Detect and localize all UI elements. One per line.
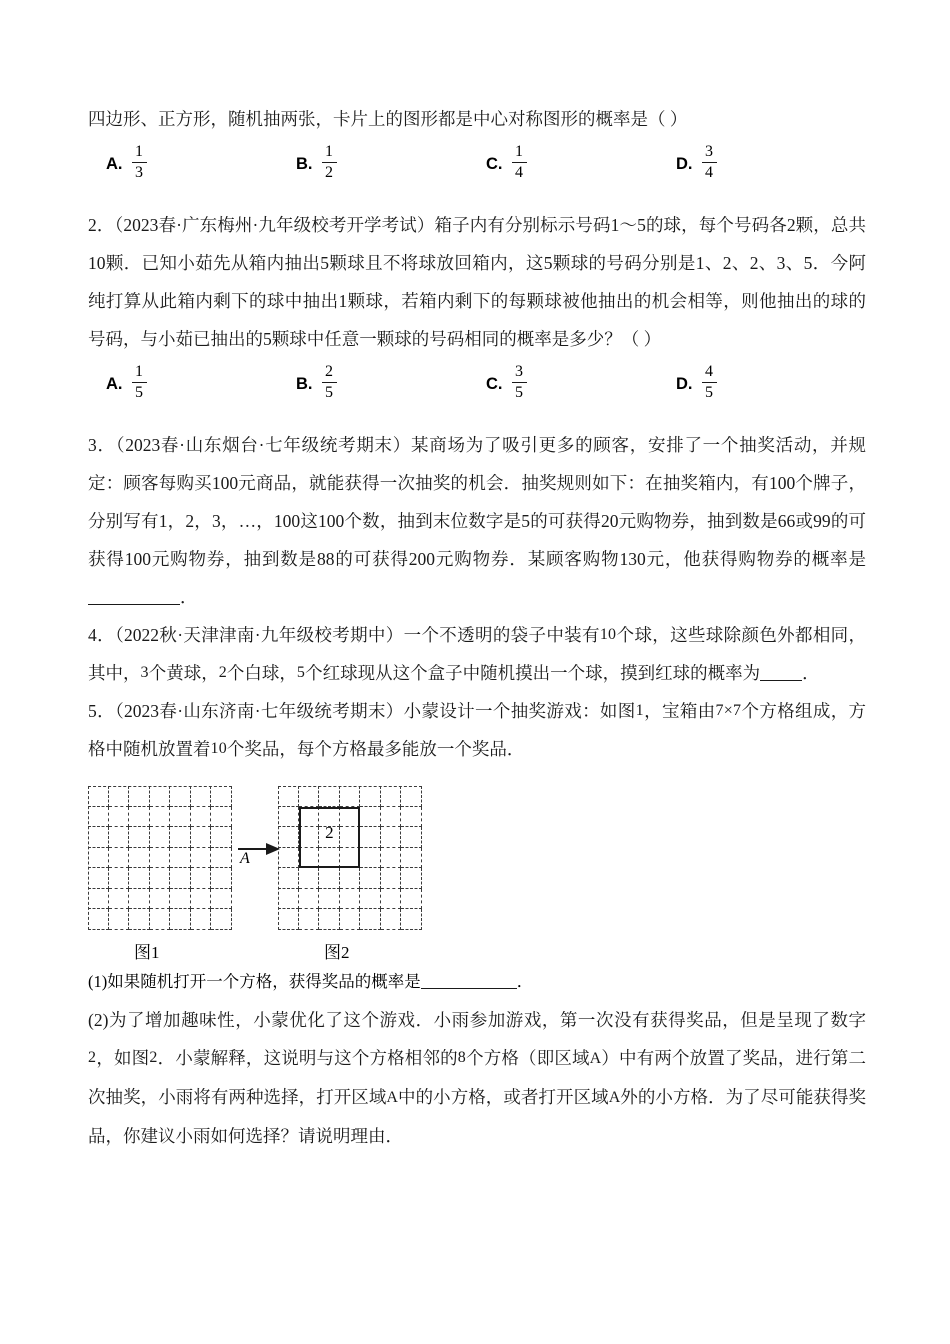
grid-cell (381, 909, 402, 930)
q1-option-c-fraction (512, 144, 527, 181)
question-2-options (88, 364, 866, 416)
grid-cell (340, 909, 361, 930)
grid-cell (129, 786, 150, 807)
arrow-pointer (238, 841, 282, 867)
q2-number: 2． (88, 215, 115, 235)
q3-source: （2023春·山东烟台·七年级统考期末） (115, 435, 412, 455)
q5-sub2-figure-ref: 2 (149, 1049, 158, 1066)
q2-option-b[interactable] (296, 364, 337, 401)
denominator: 5 (325, 383, 333, 401)
q1-option-b-label: B. (296, 155, 313, 174)
grid-cell (381, 889, 402, 910)
grid-cell (360, 807, 381, 828)
q5-sub2-region-label-2: A (386, 1089, 398, 1106)
grid-cell (381, 807, 402, 828)
grid-cell (211, 889, 232, 910)
q2-option-d-label: D. (676, 375, 693, 394)
grid-cell (88, 786, 109, 807)
q1-option-b[interactable] (296, 144, 337, 181)
grid-cell (278, 807, 299, 828)
page-content (88, 100, 866, 1155)
numerator: 1 (135, 143, 143, 160)
figure-1-caption: 图1 (134, 943, 160, 962)
question-4 (88, 616, 866, 692)
q5-sub1-text: 如果随机打开一个方格，获得奖品的概率是 (107, 972, 421, 991)
grid-cell (109, 868, 130, 889)
grid-cell (150, 848, 171, 869)
q4-red-balls: 5 (296, 664, 306, 681)
grid-cell (381, 848, 402, 869)
grid-cell (211, 868, 232, 889)
arrow-label-a: A (240, 850, 250, 867)
grid-cell (401, 868, 422, 889)
q2-option-c[interactable] (486, 364, 527, 401)
grid-cell (299, 868, 320, 889)
denominator: 4 (515, 163, 523, 181)
grid-cell (381, 827, 402, 848)
grid-cell (109, 909, 130, 930)
grid-cell (211, 848, 232, 869)
question-3 (88, 426, 866, 616)
question-1-options (88, 144, 866, 196)
question-5-sub-2 (88, 1001, 866, 1155)
q1-option-d[interactable] (676, 144, 717, 181)
grid-cell (150, 827, 171, 848)
grid-cell (88, 889, 109, 910)
grid-cell (170, 786, 191, 807)
numerator: 3 (705, 143, 713, 160)
figure-group (88, 778, 866, 963)
grid-cell (211, 786, 232, 807)
grid-cell (191, 868, 212, 889)
grid-cell (278, 786, 299, 807)
q4-source: （2022秋·天津津南·九年级校考期中） (114, 625, 404, 645)
q2-source: （2023春·广东梅州·九年级校考开学考试） (114, 215, 435, 235)
grid-cell (88, 807, 109, 828)
numerator: 1 (325, 143, 333, 160)
grid-cell (109, 786, 130, 807)
grid-cell (150, 909, 171, 930)
q5-sub2-shown-number: 2 (88, 1049, 97, 1066)
q5-sub2-adjacent-count: 8 (457, 1049, 466, 1066)
q5-seg4: 个奖品，每个方格最多能放一个奖品． (226, 739, 525, 759)
grid-cell (401, 807, 422, 828)
grid-cell (360, 848, 381, 869)
q4-answer-blank[interactable] (760, 663, 802, 681)
grid-cell (381, 786, 402, 807)
grid-cell (191, 909, 212, 930)
q5-sub2-text-g: 外的小方格．为了尽可能获得奖品，你建议小雨如何选择？请说明理由． (88, 1087, 867, 1146)
region-center-number: 2 (325, 822, 334, 842)
q4-total-balls: 10 (599, 626, 617, 643)
grid-cell (170, 868, 191, 889)
q4-number: 4． (88, 625, 115, 645)
grid-cell (401, 889, 422, 910)
q5-sub2-text-c: ．小蒙解释，这说明与这个方格相邻的 (157, 1048, 458, 1068)
grid-cell (401, 827, 422, 848)
grid-cell (109, 848, 130, 869)
q2-option-c-fraction (512, 364, 527, 401)
q5-sub2-text-f: 中的小方格，或者打开区域 (397, 1087, 609, 1107)
grid-cell (299, 909, 320, 930)
grid-cell (191, 827, 212, 848)
denominator: 5 (705, 383, 713, 401)
grid-cell (170, 909, 191, 930)
grid-cell (381, 868, 402, 889)
q5-prize-count: 10 (210, 740, 227, 757)
grid-cell (109, 827, 130, 848)
q1-option-b-fraction (322, 144, 337, 181)
q5-seg2: ，宝箱由 (643, 701, 716, 721)
grid-cell (150, 889, 171, 910)
q3-body: 某商场为了吸引更多的顾客，安排了一个抽奖活动，并规定：顾客每购买100元商品，就能获得一次抽奖的机会．抽奖规则如下：在抽奖箱内，有100个牌子，分别写有1，2，3，…，100这100个数，抽到末位数字是5的可获得20元购物券，抽到数是66或99的可获得100元购物券，抽到数是88的可获得200元购物券．某顾客购物130元，他获得购物券的概率是 (88, 435, 867, 569)
q2-option-a[interactable] (106, 364, 147, 401)
grid-cell (278, 889, 299, 910)
q1-option-a[interactable] (106, 144, 147, 181)
grid-cell (319, 868, 340, 889)
grid-cell (88, 827, 109, 848)
figure-2-caption: 图2 (324, 943, 350, 962)
grid-cell (150, 807, 171, 828)
q2-option-d[interactable] (676, 364, 717, 401)
denominator: 5 (515, 383, 523, 401)
grid-cell (360, 786, 381, 807)
grid-cell (340, 868, 361, 889)
grid-cell (170, 889, 191, 910)
q2-option-a-fraction (132, 364, 147, 401)
grid-cell (211, 909, 232, 930)
grid-cell (150, 868, 171, 889)
q2-option-b-fraction (322, 364, 337, 401)
q4-seg4: 个白球， (226, 663, 297, 683)
grid-cell (170, 848, 191, 869)
q1-option-d-fraction (702, 144, 717, 181)
grid-cell (340, 889, 361, 910)
question-5-sub-1 (88, 963, 866, 1001)
q5-sub1-answer-blank[interactable] (421, 972, 517, 989)
grid-cell (129, 889, 150, 910)
grid-cell (129, 827, 150, 848)
question-2 (88, 206, 866, 358)
grid-cell (360, 827, 381, 848)
q4-seg1: 一个不透明的袋子中装有 (403, 625, 600, 645)
q4-seg3: 个黄球， (148, 663, 219, 683)
figure-1-grid (88, 786, 232, 930)
q4-seg6: ． (802, 663, 820, 683)
grid-cell (278, 909, 299, 930)
q4-seg5: 个红球现从这个盒子中随机摸出一个球，摸到红球的概率为 (305, 663, 761, 683)
grid-cell (150, 786, 171, 807)
q2-option-d-fraction (702, 364, 717, 401)
numerator: 1 (135, 363, 143, 380)
q1-option-d-label: D. (676, 155, 693, 174)
denominator: 3 (135, 163, 143, 181)
grid-cell (191, 786, 212, 807)
figure-2-grid (278, 786, 422, 930)
q3-number: 3． (88, 435, 116, 455)
numerator: 1 (515, 143, 523, 160)
q5-sub1-prefix: (1) (88, 972, 108, 991)
grid-cell (109, 807, 130, 828)
numerator: 4 (705, 363, 713, 380)
grid-cell (401, 848, 422, 869)
q1-option-c[interactable] (486, 144, 527, 181)
denominator: 5 (135, 383, 143, 401)
grid-cell (299, 786, 320, 807)
denominator: 4 (705, 163, 713, 181)
region-a-outline (299, 807, 361, 869)
q5-source: （2023春·山东济南·七年级统考期末） (114, 701, 404, 721)
q2-option-c-label: C. (486, 375, 503, 394)
grid-cell (340, 786, 361, 807)
q5-sub2-text-b: ，如图 (96, 1048, 150, 1068)
q3-answer-blank[interactable] (88, 587, 180, 605)
question-1-stem: 四边形、正方形，随机抽两张，卡片上的图形都是中心对称图形的概率是（ ） (88, 109, 688, 129)
grid-cell (319, 786, 340, 807)
grid-cell (191, 807, 212, 828)
grid-cell (129, 848, 150, 869)
grid-cell (129, 807, 150, 828)
q5-sub2-text-e: ）中有两个放置了奖品，进行第二次抽奖，小雨将有两种选择，打开区域 (88, 1048, 867, 1107)
q2-body: 箱子内有分别标示号码1～5的球，每个号码各2颗，总共10颗．已知小茹先从箱内抽出5颗球且不将球放回箱内，这5颗球的号码分别是1、2、2、3、5．今阿纯打算从此箱内剩下的球中抽出1颗球，若箱内剩下的每颗球被他抽出的机会相等，则他抽出的球的号码，与小茹已抽出的5颗球中任意一颗球的号码相同的概率是多少？（ ） (88, 215, 867, 349)
q4-yellow-balls: 3 (140, 664, 149, 681)
grid-cell (88, 868, 109, 889)
q5-seg1: 小蒙设计一个抽奖游戏：如图 (403, 701, 636, 721)
q2-option-a-label: A. (106, 375, 123, 394)
grid-cell (299, 889, 320, 910)
q5-sub2-region-label-1: A (589, 1050, 602, 1067)
q2-option-b-label: B. (296, 375, 313, 394)
q5-sub2-text-a: 为了增加趣味性，小蒙优化了这个游戏．小雨参加游戏，第一次没有获得奖品，但是呈现了数字 (108, 1010, 866, 1030)
q5-number: 5． (88, 701, 115, 721)
q5-sub2-prefix: (2) (88, 1010, 109, 1030)
grid-cell (191, 889, 212, 910)
q5-figure-number: 1 (635, 702, 644, 719)
grid-cell (401, 909, 422, 930)
grid-cell (319, 909, 340, 930)
question-5 (88, 692, 866, 768)
q1-option-a-fraction (132, 144, 147, 181)
grid-cell (278, 868, 299, 889)
grid-cell (129, 909, 150, 930)
q5-sub2-region-label-3: A (608, 1089, 621, 1106)
grid-cell (109, 889, 130, 910)
q5-sub2-text-d: 个方格（即区域 (465, 1048, 590, 1068)
q4-white-balls: 2 (218, 664, 227, 681)
q4-seg2: 个球，这些球除颜色外都相同，其中， (88, 625, 867, 683)
grid-cell (360, 889, 381, 910)
numerator: 3 (515, 363, 523, 380)
numerator: 2 (325, 363, 333, 380)
grid-cell (360, 909, 381, 930)
q5-seg3: 个方格组成，方格中随机放置着 (88, 701, 867, 759)
grid-cell (88, 848, 109, 869)
grid-cell (191, 848, 212, 869)
grid-cell (129, 868, 150, 889)
grid-cell (170, 807, 191, 828)
grid-cell (211, 807, 232, 828)
q1-option-c-label: C. (486, 155, 503, 174)
grid-cell (319, 889, 340, 910)
grid-cell (360, 868, 381, 889)
denominator: 2 (325, 163, 333, 181)
q3-body-end: ． (180, 587, 198, 607)
grid-cell (211, 827, 232, 848)
q5-grid-expression: 7×7 (715, 702, 742, 719)
q5-sub1-text-end: ． (516, 972, 534, 991)
grid-cell (170, 827, 191, 848)
grid-cell (401, 786, 422, 807)
q1-option-a-label: A. (106, 155, 123, 174)
grid-cell (88, 909, 109, 930)
arrow-head-icon (266, 843, 280, 855)
